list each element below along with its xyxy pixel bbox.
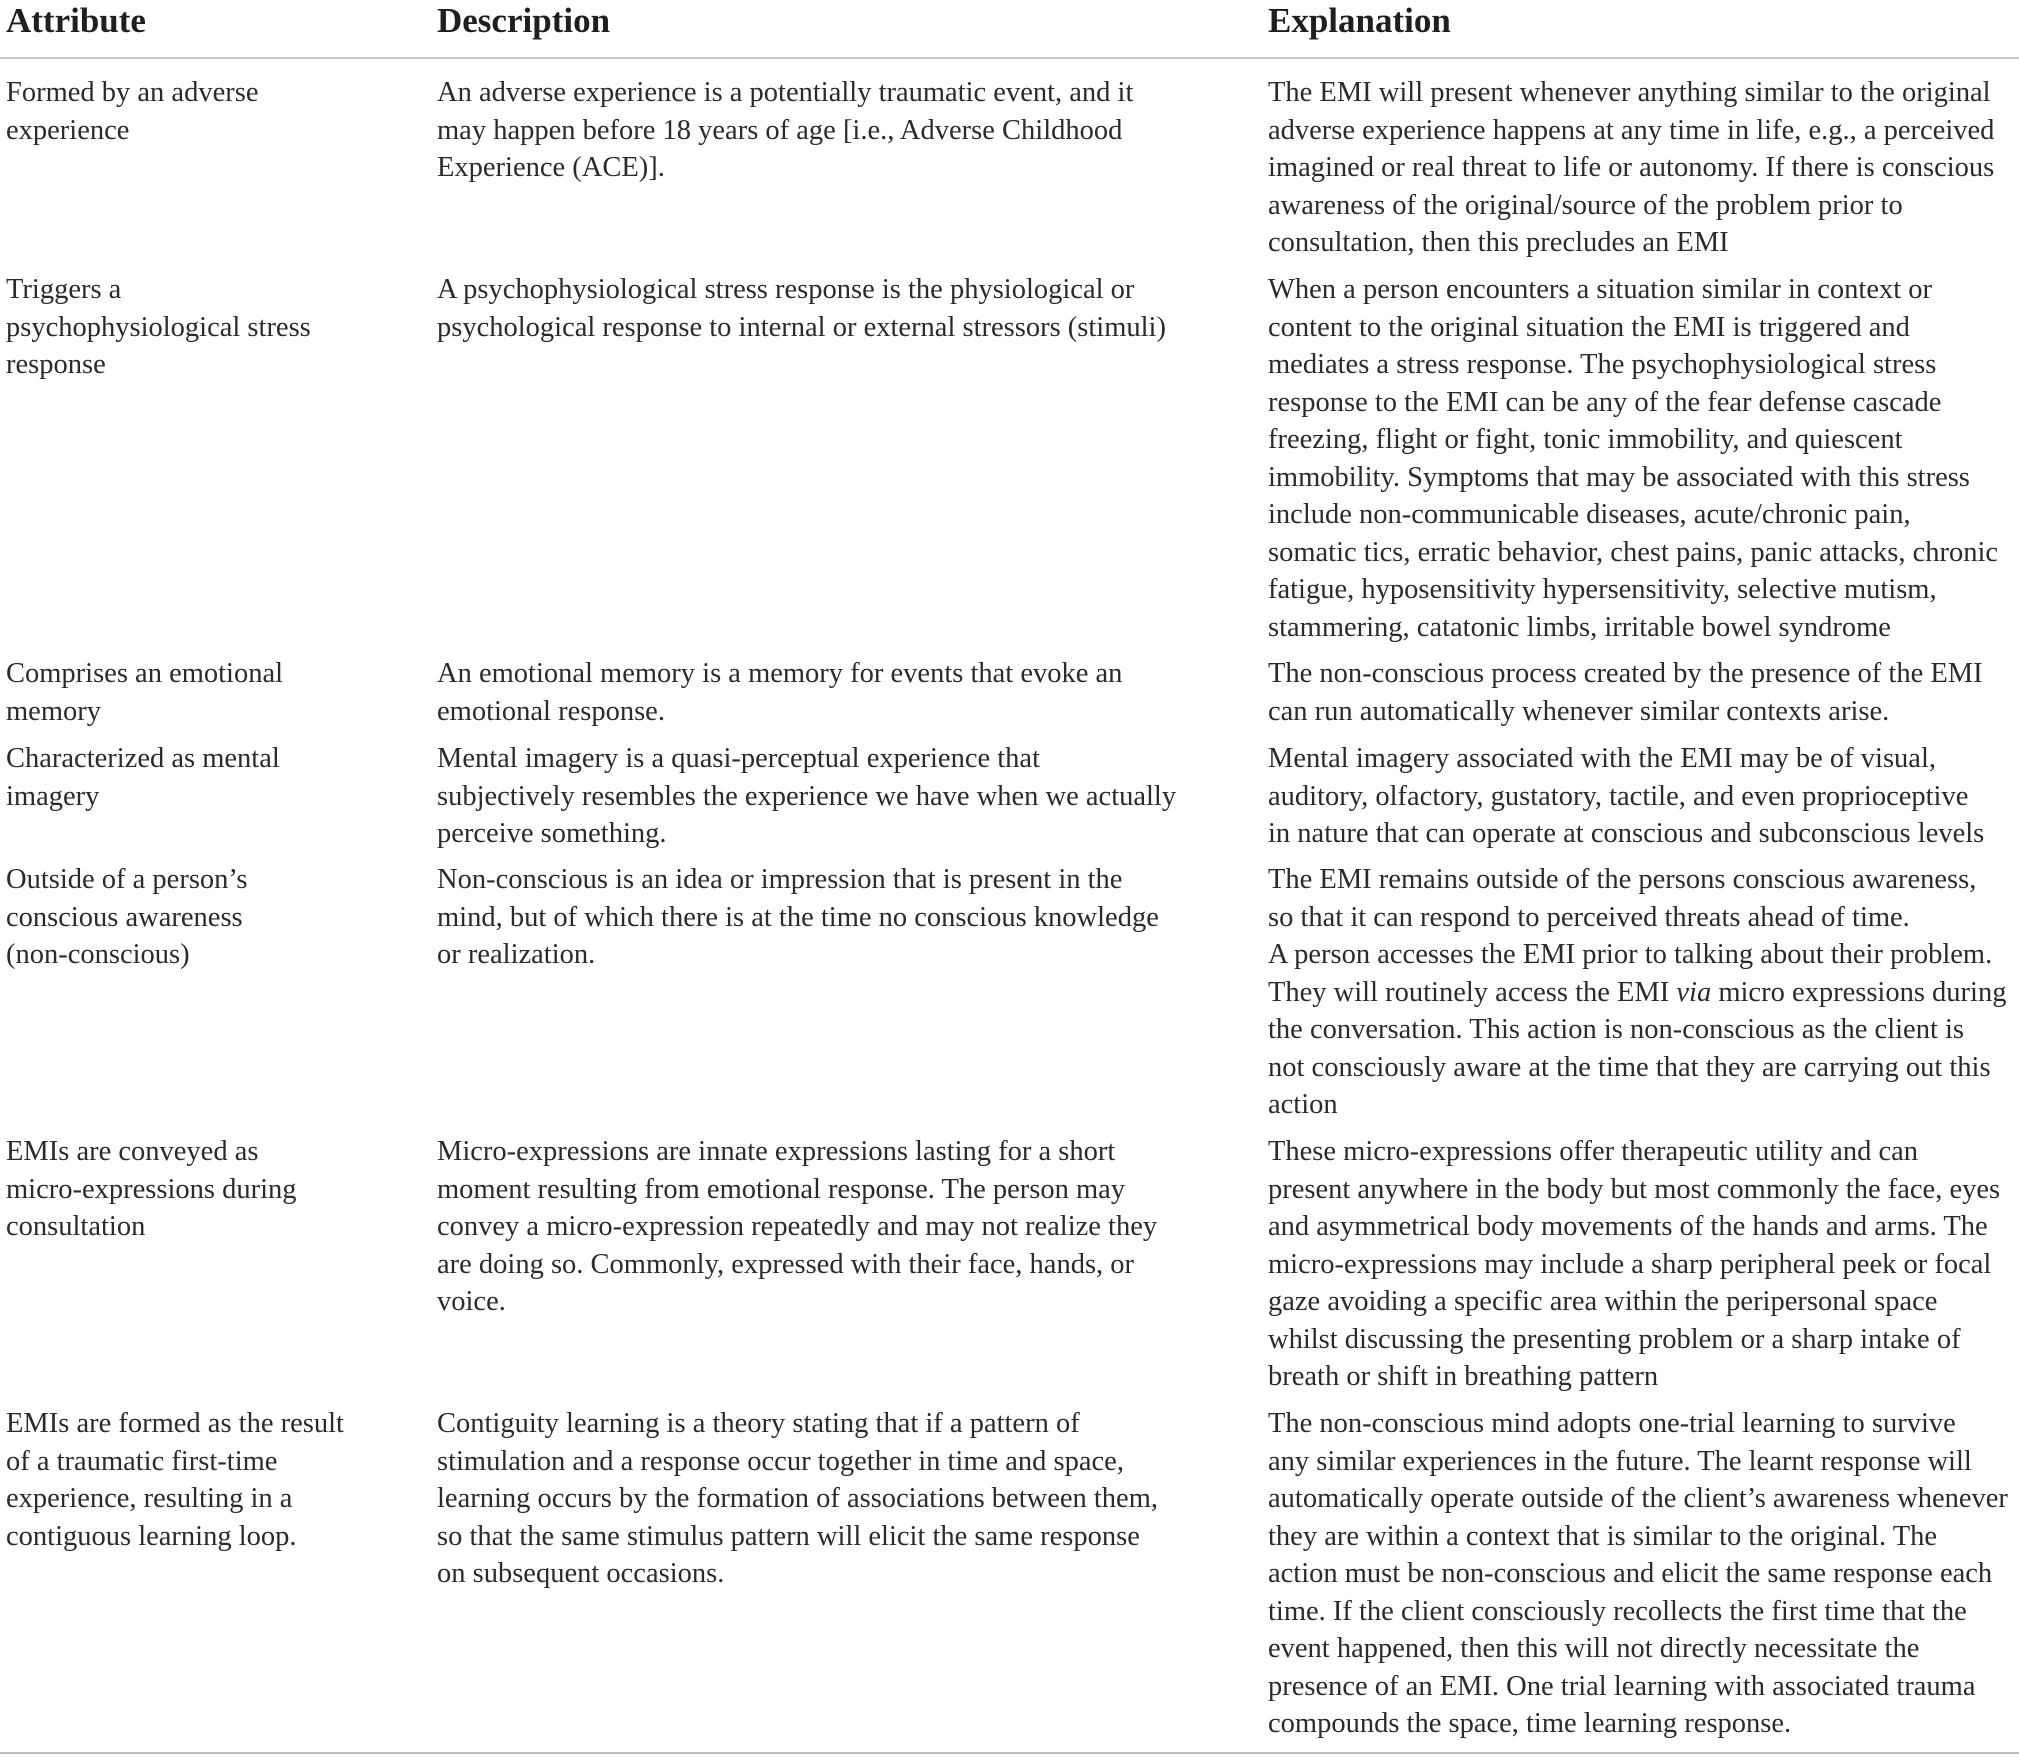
description-cell: A psychophysiological stress response is the physiological or psychological response to internal or external stressors (stimuli) [437,274,1166,343]
explanation-text-pre: The EMI remains outside of the persons conscious awareness, so that it can respond to perceived threats ahead of time. A person accesses the EMI prior to talking about their problem. They will routinely access the EMI [1268,864,1993,1008]
description-cell: Micro-expressions are innate expressions lasting for a short moment resulting from emotional response. The person may convey a micro-expression repeatedly and may not realize they are doing so. Commonly, expressed with their face, hands, or voice. [437,1136,1158,1317]
attribute-cell: EMIs are conveyed as micro-expressions during consultation [6,1136,297,1242]
explanation-cell: The EMI will present whenever anything similar to the original adverse experience happens at any time in life, e.g., a perceived imagined or real threat to life or autonomy. If there is conscious awareness of the original/source of the problem prior to consultation, then this precludes an EMI [1268,77,1995,258]
description-cell: Non-conscious is an idea or impression that is present in the mind, but of which there is at the time no conscious knowledge or realization. [437,864,1159,970]
explanation-cell: These micro-expressions offer therapeutic utility and can present anywhere in the body but most commonly the face, eyes and asymmetrical body movements of the hands and arms. The micro-expressions may include a sharp peripheral peek or focal gaze avoiding a specific area within the peripersonal space whilst discussing the presenting problem or a sharp intake of breath or shift in breathing pattern [1268,1136,2001,1392]
description-cell: Contiguity learning is a theory stating that if a pattern of stimulation and a response occur together in time and space, learning occurs by the formation of associations between them, so that the same stimulus pattern will elicit the same response on subsequent occasions. [437,1408,1158,1589]
explanation-cell: Mental imagery associated with the EMI may be of visual, auditory, olfactory, gustatory, tactile, and even proprioceptive in nature that can operate at conscious and subconscious levels [1268,743,1985,849]
explanation-cell: The non-conscious process created by the presence of the EMI can run automatically whenever similar contexts arise. [1268,658,1983,727]
header-description: Description [437,1,611,40]
table-header-row [0,0,2019,59]
table-bottom-rule [0,1752,2019,1754]
explanation-cell: The non-conscious mind adopts one-trial learning to survive any similar experiences in the future. The learnt response will automatically operate outside of the client’s awareness whenever they are within a context that is similar to the original. The action must be non-conscious and elicit the same response each time. If the client consciously recollects the first time that the event happened, then this will not directly necessitate the presence of an EMI. One trial learning with associated trauma compounds the space, time learning response. [1268,1408,2008,1739]
header-explanation: Explanation [1268,1,1451,40]
explanation-text-italic: via [1676,976,1712,1008]
explanation-text-post: micro expressions during the conversation. This action is non-conscious as the client is not consciously aware at the time that they are carrying out this action [1268,976,2007,1120]
attribute-cell: EMIs are formed as the result of a traumatic first-time experience, resulting in a contiguous learning loop. [6,1408,344,1552]
explanation-cell [1268,861,2014,1124]
attribute-cell: Formed by an adverse experience [6,77,259,146]
attribute-cell: Outside of a person’s conscious awareness (non-conscious) [6,864,248,970]
header-attribute: Attribute [6,1,146,40]
explanation-cell: When a person encounters a situation similar in context or content to the original situation the EMI is triggered and mediates a stress response. The psychophysiological stress response to the EMI can be any of the fear defense cascade freezing, flight or fight, tonic immobility, and quiescent immobility. Symptoms that may be associated with this stress include non-communicable diseases, acute/chronic pain, somatic tics, erratic behavior, chest pains, panic attacks, chronic fatigue, hyposensitivity hypersensitivity, selective mutism, stammering, catatonic limbs, irritable bowel syndrome [1268,274,1999,643]
description-cell: An adverse experience is a potentially traumatic event, and it may happen before 18 years of age [i.e., Adverse Childhood Experience (ACE)]. [437,77,1134,183]
attribute-cell: Comprises an emotional memory [6,658,284,727]
attribute-cell: Triggers a psychophysiological stress response [6,274,311,380]
description-cell: Mental imagery is a quasi-perceptual experience that subjectively resembles the experience we have when we actually perceive something. [437,743,1177,849]
description-cell: An emotional memory is a memory for events that evoke an emotional response. [437,658,1123,727]
attribute-cell: Characterized as mental imagery [6,743,280,812]
